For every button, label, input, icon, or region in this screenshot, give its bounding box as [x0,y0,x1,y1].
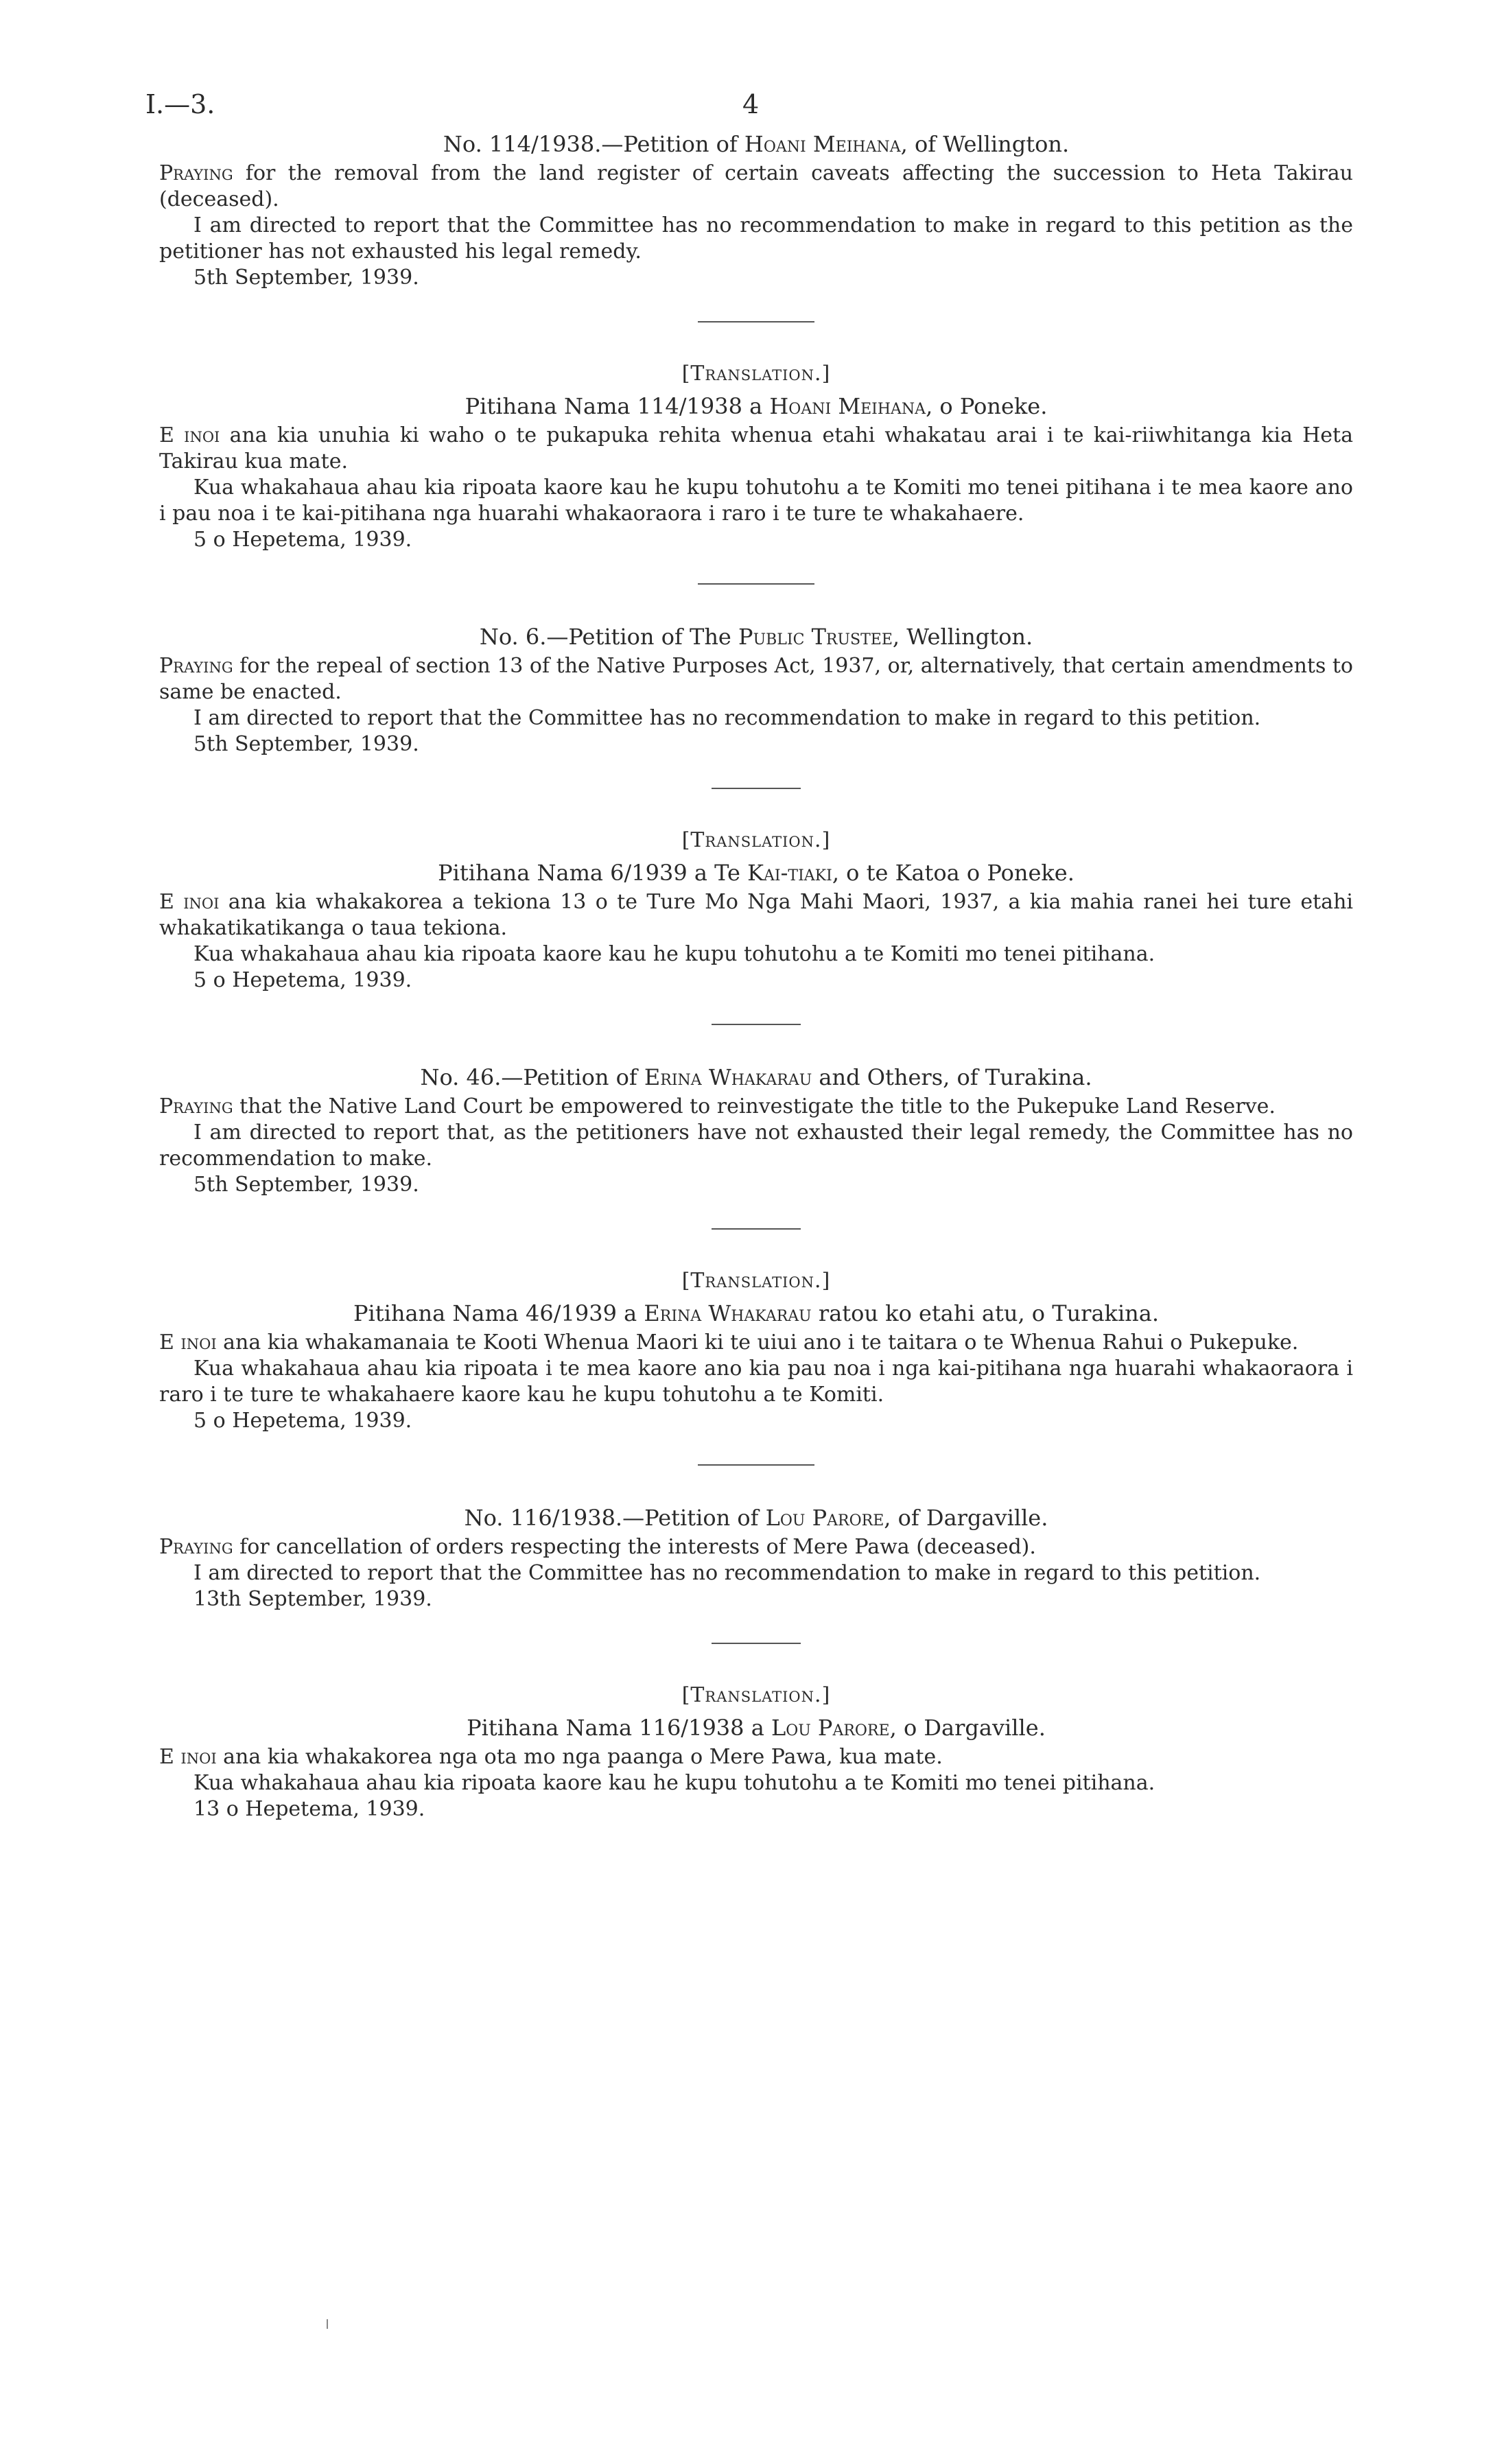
report-date: 13th September, 1939. [193,1587,432,1611]
report-date: 5th September, 1939. [193,266,419,290]
section-divider [712,1024,801,1025]
translation-label: [Translation.] [681,362,831,386]
ripoata-paragraph: Kua whakahaua ahau kia ripoata kaore kau he kupu tohutohu a te Komiti mo tenei pitihana. [193,942,1155,966]
translation-date: 5 o Hepetema, 1939. [193,968,412,992]
praying-paragraph: Praying for the repeal of section 13 of the Native Purposes Act, 1937, or, alternatively, that certain amendments to same be enacted. [159,654,1353,704]
translation-heading: Pitihana Nama 6/1939 a Te Kai-tiaki, o te Katoa o Poneke. [438,860,1075,886]
translation-label: [Translation.] [681,1269,831,1293]
petitioner-name: Lou Parore [771,1715,890,1741]
section-divider [712,788,801,789]
translation-heading: Pitihana Nama 114/1938 a Hoani Meihana, o Poneke. [465,393,1048,419]
ripoata-paragraph: Kua whakahaua ahau kia ripoata kaore kau he kupu tohutohu a te Komiti mo tenei pitihana. [193,1771,1155,1795]
petitioner-name: Lou Parore [765,1505,884,1531]
petition-entry [159,1064,1353,1198]
section-divider [712,1228,801,1230]
petitioner-name: Erina Whakarau [644,1064,812,1090]
petition-entry [159,130,1353,291]
page-number: 4 [742,89,760,119]
report-date: 5th September, 1939. [193,1173,419,1197]
inoi-paragraph: E inoi ana kia whakamanaia te Kooti Whenua Maori ki te uiui ano i te taitara o te Whenua Rahui o Pukepuke. [159,1330,1299,1354]
ripoata-paragraph: Kua whakahaua ahau kia ripoata kaore kau he kupu tohutohu a te Komiti mo tenei pitihana i te mea kaore ano i pau noa i te kai-pitihana nga huarahi whakaoraora i raro i te ture te whakahaere. [159,476,1353,526]
inoi-paragraph: E inoi ana kia whakakorea a tekiona 13 o te Ture Mo Nga Mahi Maori, 1937, a kia mahia ranei hei ture etahi whakatikatikanga o taua tekiona. [159,890,1353,940]
paper-reference: I.—3. [145,89,215,119]
praying-paragraph: Praying for the removal from the land register of certain caveats affecting the succession to Heta Takirau (deceased). [159,161,1353,211]
ripoata-paragraph: Kua whakahaua ahau kia ripoata i te mea kaore ano kia pau noa i nga kai-pitihana nga huarahi whakaoraora i raro i te ture te whakahaere kaore kau he kupu tohutohu a te Komiti. [159,1357,1353,1407]
translation-entry [159,1682,1353,1822]
translation-entry [159,1268,1353,1434]
translation-date: 5 o Hepetema, 1939. [193,528,412,552]
petition-entry [159,1504,1353,1612]
petition-entry [159,623,1353,758]
document-page [145,89,1353,1822]
translation-entry [159,361,1353,553]
inoi-paragraph: E inoi ana kia whakakorea nga ota mo nga paanga o Mere Pawa, kua mate. [159,1745,943,1769]
praying-paragraph: Praying that the Native Land Court be empowered to reinvestigate the title to the Pukepuke Land Reserve. [159,1094,1276,1118]
petitioner-name: Public Trustee [738,624,893,650]
report-date: 5th September, 1939. [193,732,419,756]
praying-paragraph: Praying for cancellation of orders respecting the interests of Mere Pawa (deceased). [159,1535,1036,1559]
report-paragraph: I am directed to report that, as the petitioners have not exhausted their legal remedy, the Committee has no recommendation to make. [159,1120,1353,1171]
report-paragraph: I am directed to report that the Committee has no recommendation to make in regard to this petition. [193,1561,1261,1585]
translation-date: 5 o Hepetema, 1939. [193,1409,412,1433]
translation-label: [Translation.] [681,1683,831,1707]
translation-heading: Pitihana Nama 46/1939 a Erina Whakarau ratou ko etahi atu, o Turakina. [353,1300,1160,1326]
section-divider [712,1643,801,1644]
inoi-paragraph: E inoi ana kia unuhia ki waho o te pukapuka rehita whenua etahi whakatau arai i te kai-riiwhitanga kia Heta Takirau kua mate. [159,423,1353,473]
translation-date: 13 o Hepetema, 1939. [193,1797,425,1821]
translation-label: [Translation.] [681,828,831,852]
petition-heading: No. 6.—Petition of The Public Trustee, Wellington. [479,624,1033,650]
petitioner-name: Hoani Meihana [769,393,926,419]
petitioner-name: Kai-tiaki [747,860,832,886]
section-divider [698,583,814,585]
translation-entry [159,828,1353,994]
petition-heading: No. 114/1938.—Petition of Hoani Meihana, of Wellington. [443,131,1070,157]
report-paragraph: I am directed to report that the Committee has no recommendation to make in regard to this petition. [193,706,1261,730]
scan-mark [327,2319,328,2329]
petition-heading: No. 116/1938.—Petition of Lou Parore, of Dargaville. [464,1505,1048,1531]
report-paragraph: I am directed to report that the Committee has no recommendation to make in regard to this petition as the petitioner has not exhausted his legal remedy. [159,213,1353,263]
section-divider [698,1464,814,1466]
petitioner-name: Erina Whakarau [644,1300,812,1326]
running-head [145,89,1353,130]
translation-heading: Pitihana Nama 116/1938 a Lou Parore, o Dargaville. [467,1715,1046,1741]
section-divider [698,321,814,322]
petitioner-name: Hoani Meihana [744,131,901,157]
petition-heading: No. 46.—Petition of Erina Whakarau and Others, of Turakina. [420,1064,1092,1090]
